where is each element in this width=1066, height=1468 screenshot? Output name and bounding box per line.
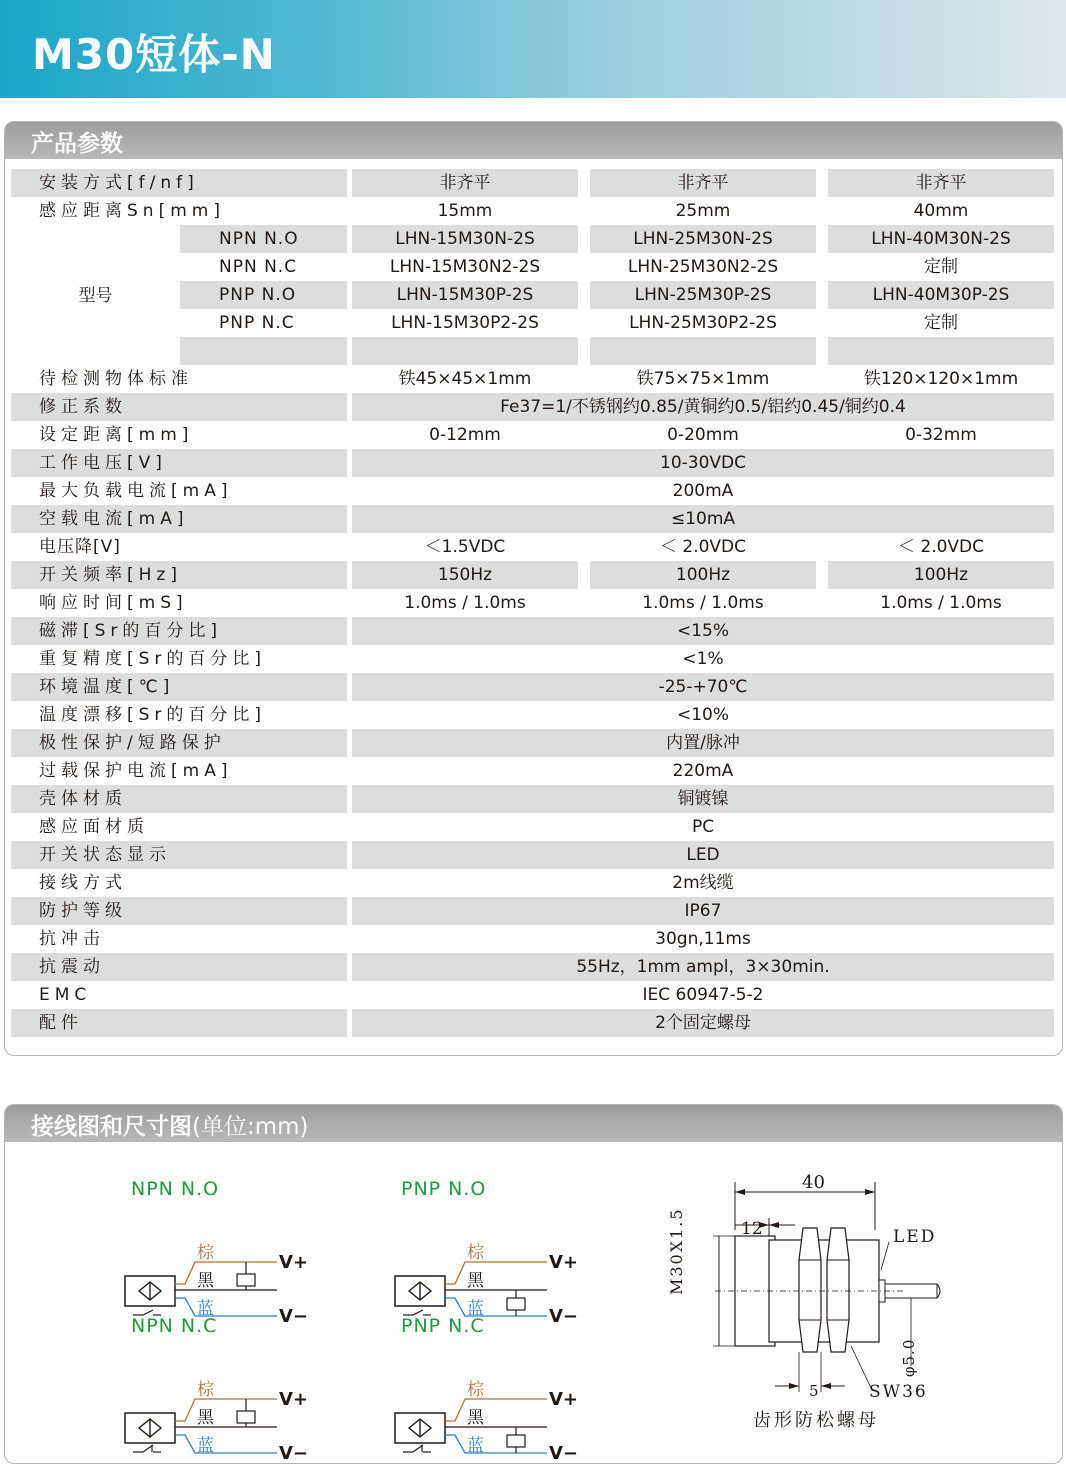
cell-value: 200mA	[672, 481, 734, 501]
table-row	[5, 785, 1062, 813]
cell-value: 55Hz，1mm ampl，3×30min.	[352, 953, 1054, 981]
load-resistor	[507, 1298, 525, 1310]
cell-value: 非齐平	[828, 169, 1054, 197]
wiring-header	[5, 1105, 1062, 1142]
cell-value: LED	[352, 841, 1054, 869]
row-label: 抗冲击	[39, 929, 105, 949]
blue-wire	[445, 1435, 547, 1453]
row-label: 防护等级	[11, 897, 347, 925]
row-sublabel: PNP N.O	[180, 281, 347, 309]
cell-value: 铜镀镍	[352, 785, 1054, 813]
cell-value: Fe37=1/不锈钢约0.85/黄铜约0.5/铝约0.45/铜约0.4	[352, 393, 1054, 421]
row-label: 待检测物体标准	[39, 369, 193, 389]
npn-no-label: NPN N.O	[131, 1178, 220, 1200]
vplus-label: V+	[549, 1389, 579, 1410]
params-heading: 产品参数	[31, 131, 123, 157]
load-resistor	[237, 1411, 255, 1423]
table-row	[5, 309, 1062, 337]
table-row	[5, 869, 1062, 897]
switch-blade	[413, 1310, 423, 1315]
blue-label: 蓝	[467, 1436, 484, 1456]
cell-value: 30gn,11ms	[655, 929, 751, 949]
table-row	[5, 365, 1062, 393]
table-row	[5, 757, 1062, 785]
switch-blade	[143, 1310, 153, 1315]
cell-value: 0-20mm	[667, 425, 739, 445]
cell-value: LHN-25M30N2-2S	[627, 257, 779, 277]
load-resistor	[507, 1435, 525, 1447]
cell-value: 铁120×120×1mm	[863, 369, 1019, 389]
table-row	[5, 225, 1062, 253]
row-label: 安装方式[f/nf]	[11, 169, 347, 197]
empty-cell	[180, 337, 347, 365]
front-dim: 12	[741, 1219, 763, 1239]
cell-value: 100Hz	[590, 561, 816, 589]
cell-value: 定制	[924, 313, 958, 333]
cell-value: 非齐平	[590, 169, 816, 197]
table-row	[5, 169, 1062, 197]
blue-label: 蓝	[467, 1299, 484, 1319]
vplus-label: V+	[279, 1252, 309, 1273]
row-label: 过载保护电流[mA]	[39, 761, 233, 781]
row-sublabel: NPN N.C	[219, 257, 298, 277]
cell-value: LHN-15M30N-2S	[352, 225, 578, 253]
vplus-label: V+	[549, 1252, 579, 1273]
row-label: 接线方式	[39, 873, 127, 893]
brown-label: 棕	[467, 1380, 484, 1400]
cell-value: 非齐平	[352, 169, 578, 197]
cell-value: LHN-15M30P2-2S	[391, 313, 539, 333]
row-label: 感应距离Sn[mm]	[39, 201, 225, 221]
vminus-label: V−	[549, 1306, 579, 1327]
row-label: 重复精度[Sr的百分比]	[39, 649, 267, 669]
cell-value: LHN-15M30P-2S	[352, 281, 578, 309]
row-sublabel: NPN N.O	[180, 225, 347, 253]
cell-value: 0-32mm	[905, 425, 977, 445]
cell-value: 15mm	[437, 201, 493, 221]
blue-wire	[175, 1435, 277, 1453]
table-row	[5, 337, 1062, 365]
cell-value: <1%	[682, 649, 724, 669]
cell-value: 220mA	[672, 761, 734, 781]
wrench-dim: SW36	[869, 1382, 928, 1402]
length-dim: 40	[802, 1172, 825, 1193]
model-label: 型号	[78, 286, 113, 306]
title-banner	[0, 0, 1066, 98]
thread-dim: M30X1.5	[667, 1207, 686, 1295]
vminus-label: V−	[279, 1443, 309, 1464]
cell-value: LHN-15M30N2-2S	[389, 257, 541, 277]
cell-value: ＜1.5VDC	[424, 537, 506, 557]
row-label: 极性保护/短路保护	[11, 729, 347, 757]
brown-label: 棕	[197, 1380, 214, 1400]
blue-wire	[445, 1298, 547, 1316]
cell-value: 40mm	[913, 201, 969, 221]
wiring-group	[125, 1243, 578, 1464]
cell-value: 1.0ms / 1.0ms	[642, 593, 764, 613]
row-sublabel: PNP N.C	[219, 313, 295, 333]
row-label: 开关频率[Hz]	[11, 561, 347, 589]
table-row	[5, 281, 1062, 309]
black-label: 黑	[467, 1408, 484, 1428]
table-row	[5, 729, 1062, 757]
table-row	[5, 449, 1062, 477]
cell-value: ＜ 2.0VDC	[897, 537, 985, 557]
cell-value: IP67	[352, 897, 1054, 925]
cell-value: 铁45×45×1mm	[398, 369, 532, 389]
cell-value: 1.0ms / 1.0ms	[404, 593, 526, 613]
cell-value: 150Hz	[352, 561, 578, 589]
cell-value: 定制	[924, 257, 958, 277]
pnp-nc-label: PNP N.C	[401, 1315, 485, 1337]
nut-caption: 齿形防松螺母	[753, 1410, 879, 1431]
table-row	[5, 421, 1062, 449]
row-label: EMC	[39, 985, 92, 1005]
blue-label: 蓝	[197, 1436, 214, 1456]
cell-value: 2m线缆	[672, 873, 734, 893]
row-label: 空载电流[mA]	[11, 505, 347, 533]
row-label: 感应面材质	[39, 817, 149, 837]
nut-width-dim: 5	[809, 1382, 819, 1400]
table-row	[5, 981, 1062, 1009]
cell-value: 10-30VDC	[352, 449, 1054, 477]
row-label: 温度漂移[Sr的百分比]	[39, 705, 267, 725]
blue-label: 蓝	[197, 1299, 214, 1319]
brown-wire	[175, 1262, 277, 1284]
black-label: 黑	[197, 1408, 214, 1428]
cell-value: LHN-25M30P-2S	[590, 281, 816, 309]
row-label: 壳体材质	[11, 785, 347, 813]
table-row	[5, 533, 1062, 561]
led-callout: LED	[893, 1227, 937, 1247]
blue-wire	[175, 1298, 277, 1316]
wiring-panel	[4, 1104, 1063, 1464]
row-label: 配件	[11, 1009, 347, 1037]
cell-value: LHN-25M30N-2S	[590, 225, 816, 253]
cell-value: <15%	[352, 617, 1054, 645]
npn-nc-label: NPN N.C	[131, 1315, 218, 1337]
row-label: 响应时间[mS]	[39, 593, 188, 613]
table-row	[5, 477, 1062, 505]
table-row	[5, 1009, 1062, 1037]
vminus-label: V−	[549, 1443, 579, 1464]
row-label: 修正系数	[11, 393, 347, 421]
cell-value: 铁75×75×1mm	[636, 369, 770, 389]
pnp-no-label: PNP N.O	[401, 1178, 487, 1200]
cell-value: 0-12mm	[429, 425, 501, 445]
row-label: 抗震动	[11, 953, 347, 981]
vminus-label: V−	[279, 1306, 309, 1327]
empty-cell	[590, 337, 816, 365]
table-row	[5, 617, 1062, 645]
cell-value: ＜ 2.0VDC	[659, 537, 747, 557]
row-label: 环境温度[℃]	[11, 673, 347, 701]
row-label: 开关状态显示	[11, 841, 347, 869]
cell-value: ≤10mA	[352, 505, 1054, 533]
cell-value: LHN-40M30P-2S	[828, 281, 1054, 309]
empty-cell	[352, 337, 578, 365]
brown-label: 棕	[467, 1243, 484, 1263]
black-label: 黑	[467, 1271, 484, 1291]
brown-wire	[445, 1399, 547, 1421]
row-label: 最大负载电流[mA]	[39, 481, 233, 501]
cell-value: LHN-25M30P2-2S	[629, 313, 777, 333]
brown-wire	[445, 1262, 547, 1284]
table-row	[5, 505, 1062, 533]
table-row	[5, 897, 1062, 925]
brown-wire	[175, 1399, 277, 1421]
black-label: 黑	[197, 1271, 214, 1291]
cell-value: <10%	[676, 705, 730, 725]
spec-table	[5, 122, 1062, 1055]
cable-dim: φ5.0	[900, 1338, 918, 1377]
table-row	[5, 589, 1062, 617]
table-row	[5, 645, 1062, 673]
row-label: 设定距离[mm]	[39, 425, 194, 445]
cell-value: LHN-40M30N-2S	[828, 225, 1054, 253]
wiring-heading: 接线图和尺寸图(单位:mm)	[31, 1114, 309, 1140]
cell-value: IEC 60947-5-2	[642, 985, 764, 1005]
cell-value: 25mm	[675, 201, 731, 221]
table-row	[5, 925, 1062, 953]
table-row	[5, 953, 1062, 981]
row-label: 工作电压[V]	[11, 449, 347, 477]
table-row	[5, 197, 1062, 225]
cell-value: -25-+70℃	[352, 673, 1054, 701]
table-row	[5, 673, 1062, 701]
cell-value: 100Hz	[828, 561, 1054, 589]
table-row	[5, 253, 1062, 281]
table-row	[5, 393, 1062, 421]
cell-value: 2个固定螺母	[352, 1009, 1054, 1037]
row-label: 电压降[V]	[39, 537, 121, 557]
cell-value: 1.0ms / 1.0ms	[880, 593, 1002, 613]
table-row	[5, 701, 1062, 729]
load-resistor	[237, 1274, 255, 1286]
table-row	[5, 813, 1062, 841]
params-panel	[4, 121, 1063, 1056]
brown-label: 棕	[197, 1243, 214, 1263]
cell-value: 内置/脉冲	[352, 729, 1054, 757]
table-row	[5, 561, 1062, 589]
vplus-label: V+	[279, 1389, 309, 1410]
empty-cell	[828, 337, 1054, 365]
cell-value: PC	[691, 817, 715, 837]
row-label: 磁滞[Sr的百分比]	[11, 617, 347, 645]
table-row	[5, 841, 1062, 869]
page-title: M30短体-N	[32, 30, 276, 79]
dimension-drawing	[675, 1170, 975, 1430]
